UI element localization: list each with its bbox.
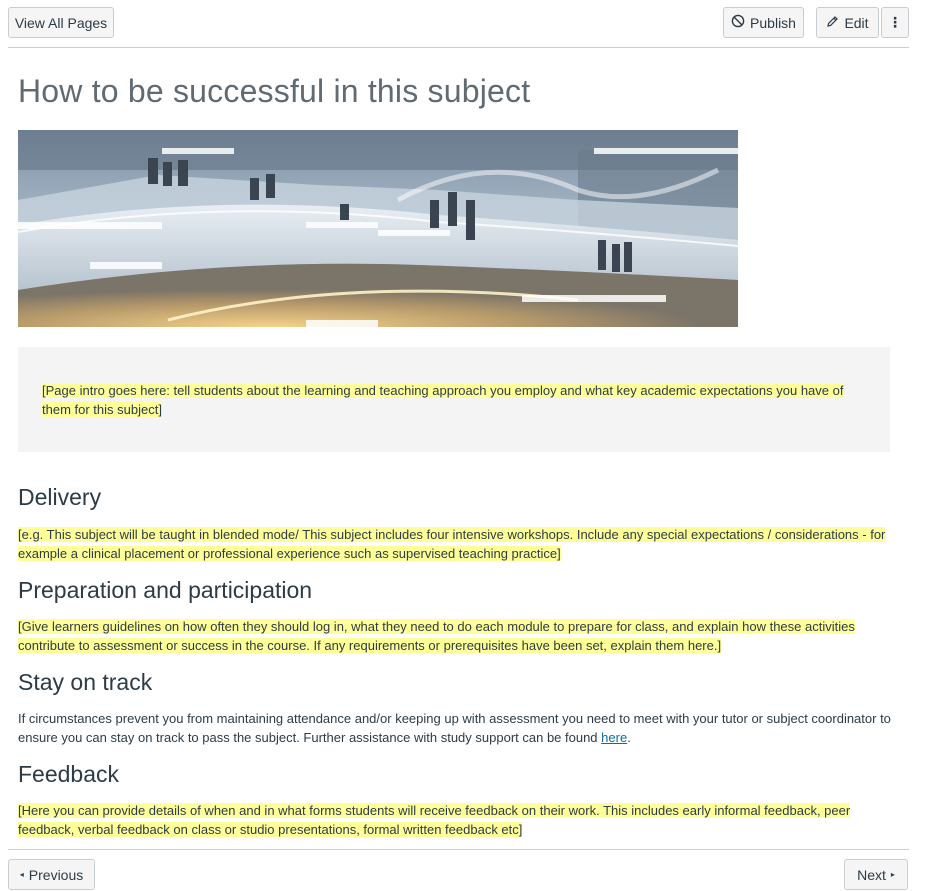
- stay-on-track-end: .: [627, 730, 631, 745]
- pencil-icon: [826, 15, 839, 31]
- view-all-pages-button[interactable]: [8, 7, 114, 38]
- heading-feedback: Feedback: [18, 761, 120, 787]
- heading-stay-on-track: Stay on track: [18, 669, 153, 695]
- feedback-text: [18, 801, 898, 839]
- publish-button[interactable]: [723, 7, 804, 38]
- ban-icon: [731, 14, 745, 31]
- stay-on-track-text: [18, 709, 898, 747]
- caret-left-icon: ◂: [19, 870, 24, 879]
- edit-label: Edit: [844, 14, 869, 31]
- heading-preparation: Preparation and participation: [18, 577, 313, 603]
- edit-button[interactable]: [816, 7, 879, 38]
- previous-button[interactable]: [8, 859, 95, 890]
- study-support-link[interactable]: here: [601, 730, 628, 745]
- next-label: Next: [857, 866, 886, 883]
- delivery-placeholder: [e.g. This subject will be taught in blended mode/ This subject includes four intensive workshops. Include any special expectations / considerations - for example a clinical placement or professional experience such as supervised teaching practice]: [18, 527, 886, 561]
- more-options-button[interactable]: [881, 7, 909, 38]
- feedback-placeholder: [Here you can provide details of when and in what forms students will receive feedback on their work. This includes early informal feedback, peer feedback, verbal feedback on class or studio presentations, formal written feedback etc]: [18, 803, 851, 837]
- view-all-pages-label: View All Pages: [14, 14, 108, 31]
- page-intro-box: [18, 347, 890, 452]
- page-title: How to be successful in this subject: [18, 73, 531, 109]
- banner-image: [18, 130, 738, 327]
- delivery-text: [18, 525, 898, 563]
- header-divider: [8, 47, 909, 48]
- heading-delivery: Delivery: [18, 484, 102, 510]
- stay-on-track-body: If circumstances prevent you from maintaining attendance and/or keeping up with assessment you need to meet with your tutor or subject coordinator to ensure you can stay on track to pass the subject. Further assistance with study support can be found: [18, 711, 891, 745]
- footer-divider: [8, 849, 909, 850]
- caret-right-icon: ▸: [890, 870, 895, 879]
- previous-label: Previous: [28, 866, 84, 883]
- preparation-text: [18, 617, 898, 655]
- preparation-placeholder: [Give learners guidelines on how often they should log in, what they need to do each module to prepare for class, and explain how these activities contribute to assessment or success in the course. If any requirements or prerequisites have been set, explain them here.]: [18, 619, 855, 653]
- kebab-menu-icon: ⋮: [888, 14, 902, 30]
- next-button[interactable]: [844, 859, 908, 890]
- page-intro-text: [Page intro goes here: tell students about the learning and teaching approach you employ and what key academic expectations you have of them for this subject]: [42, 383, 844, 417]
- publish-label: Publish: [750, 14, 796, 31]
